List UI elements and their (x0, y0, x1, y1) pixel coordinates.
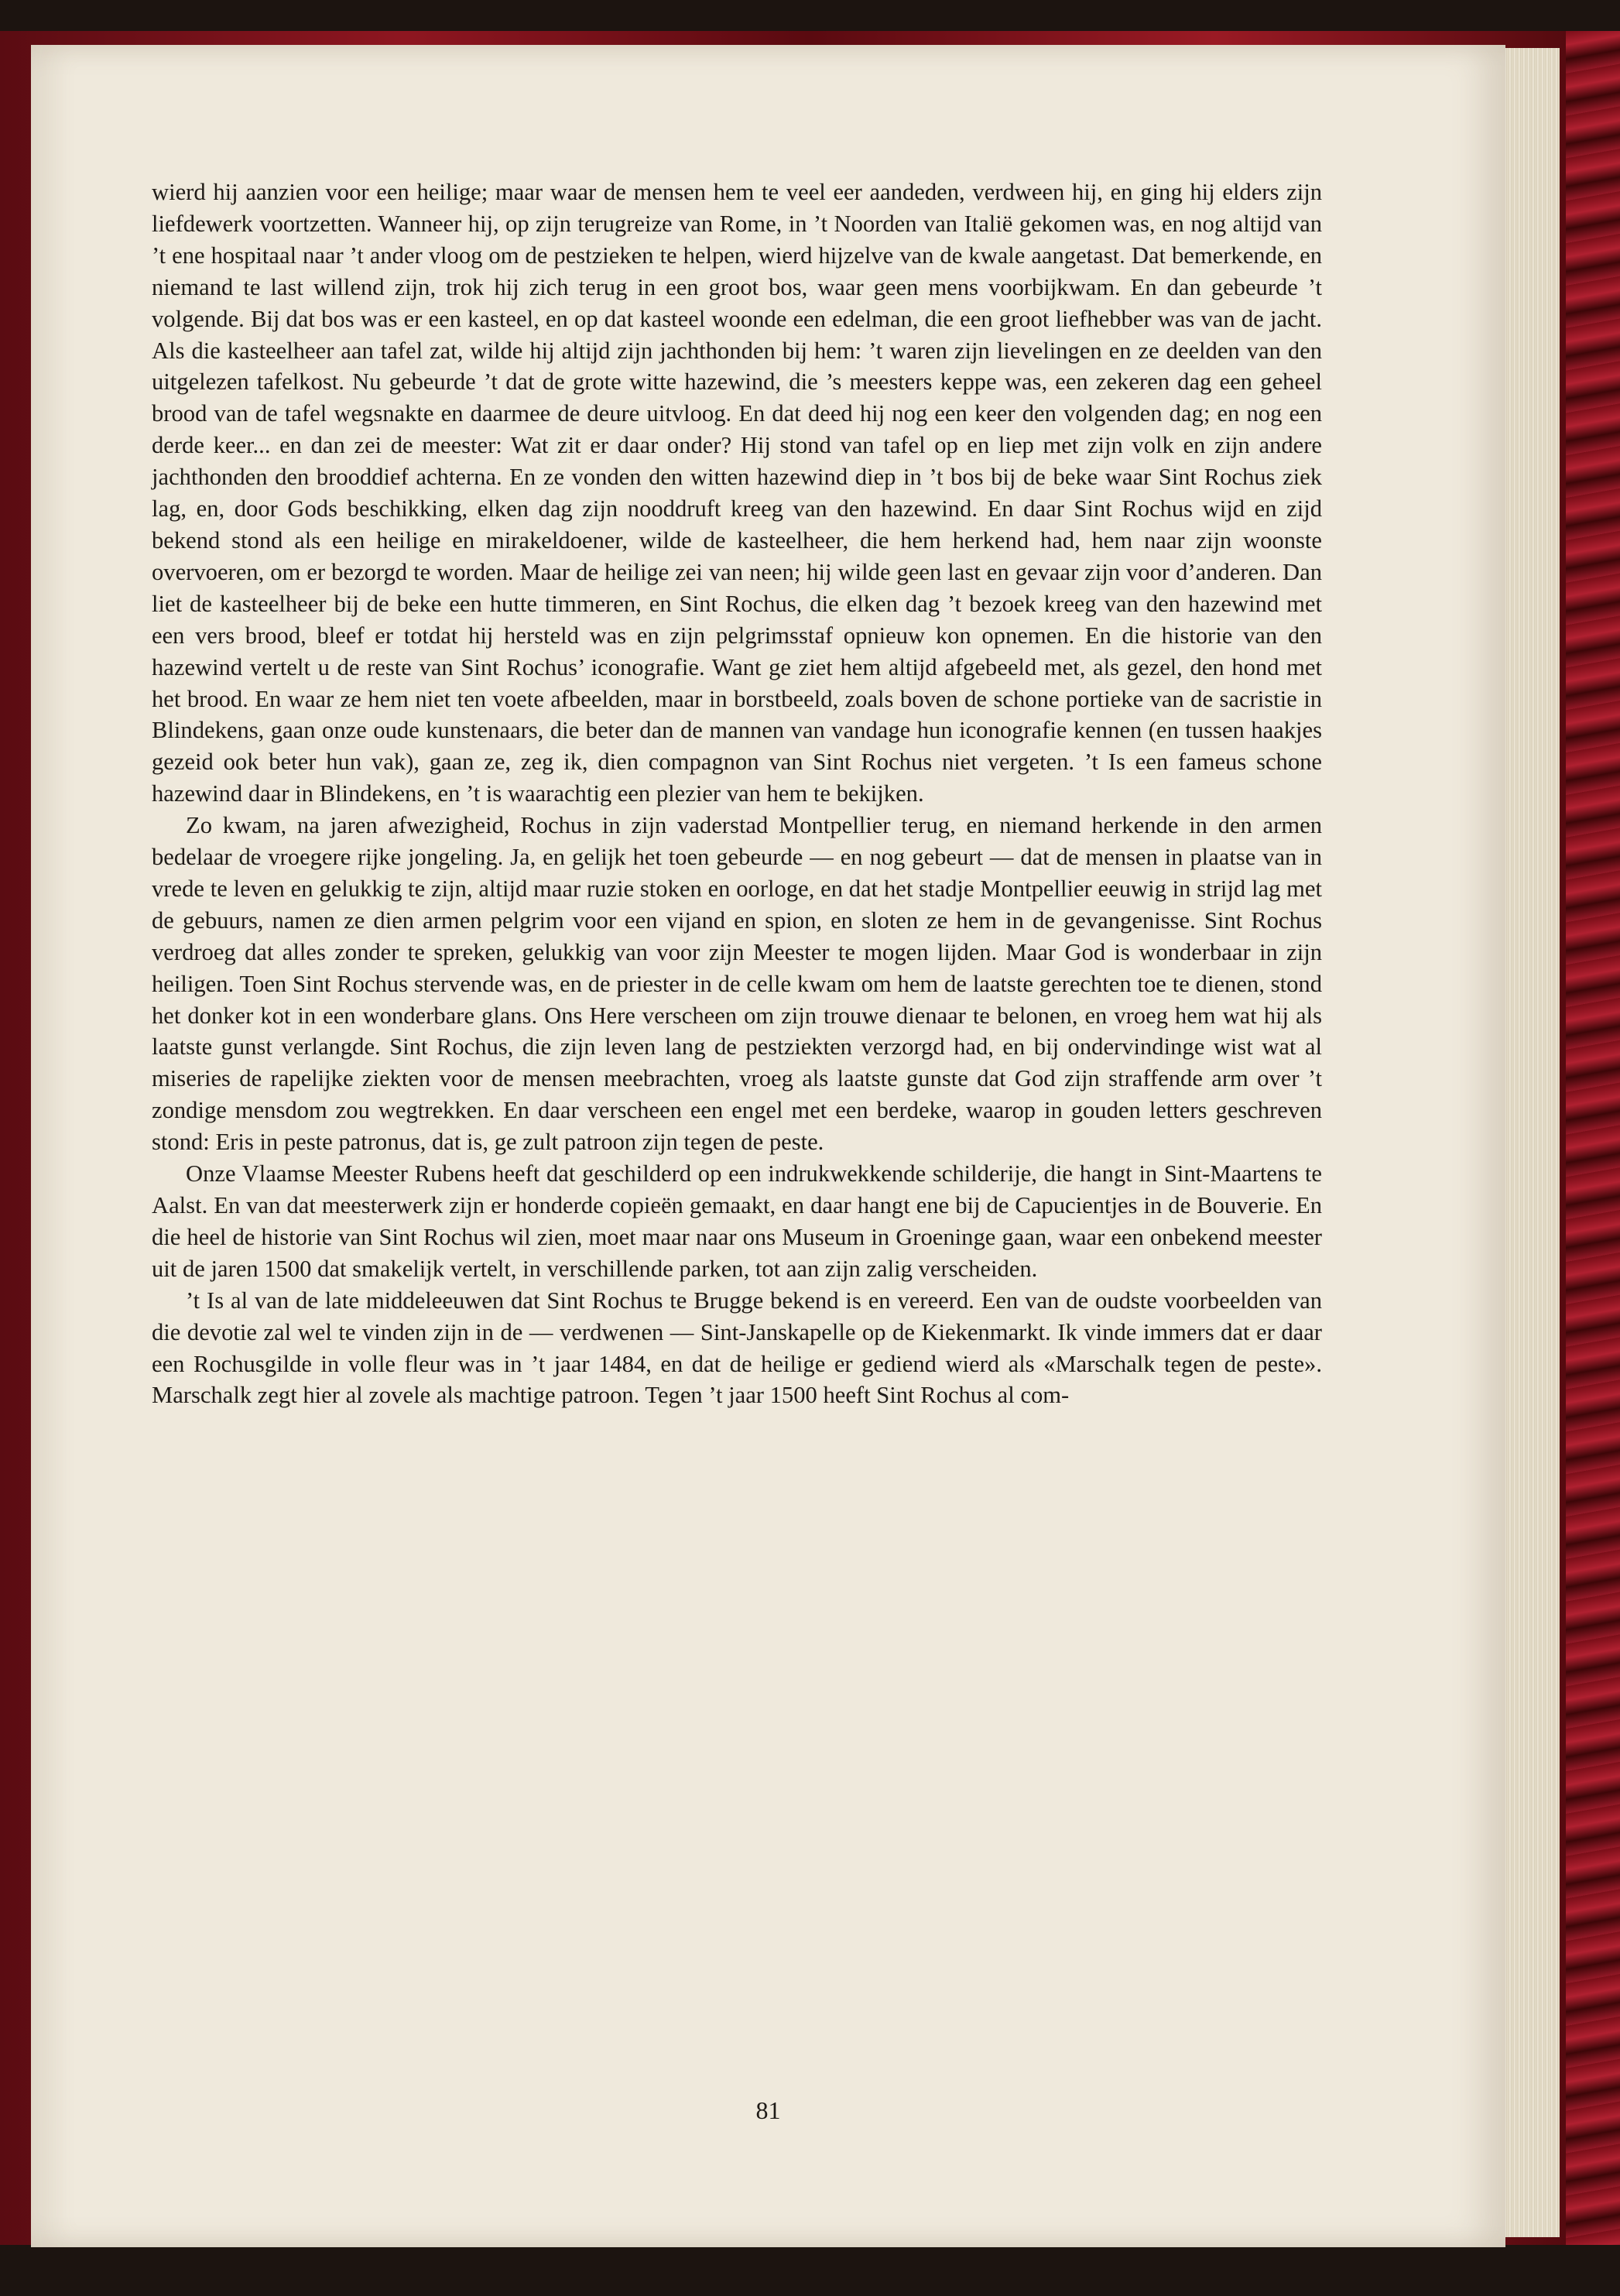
page-number: 81 (755, 2096, 781, 2124)
paragraph: ’t Is al van de late middeleeuwen dat Sint Rochus te Brugge bekend is en vereerd. Een van de oudste voorbeelden van die devotie zal wel te vinden zijn in de — verdwenen — Sint-Janskapelle op de Kiekenmarkt. Ik vinde immers dat er daar een Rochusgilde in volle fleur was in ’t jaar 1484, en dat de heilige er gediend wierd als «Marschalk tegen de peste». Marschalk zegt hier al zovele als machtige patroon. Tegen ’t jaar 1500 heeft Sint Rochus al com- (152, 1287, 1322, 1409)
book-page (31, 45, 1505, 2247)
body-text (152, 176, 1322, 1411)
paragraph: Zo kwam, na jaren afwezigheid, Rochus in zijn vaderstad Montpellier terug, en niemand herkende in den armen bedelaar de vroegere rijke jongeling. Ja, en gelijk het toen gebeurde — en nog gebeurt — dat de mensen in plaatse van in vrede te leven en gelukkig te zijn, altijd maar ruzie stoken en oorloge, en dat het stadje Montpellier eeuwig in strijd lag met de gebuurs, namen ze dien armen pelgrim voor een vijand en spion, en sloten ze hem in de gevangenisse. Sint Rochus verdroeg dat alles zonder te spreken, gelukkig van voor zijn Meester te mogen lijden. Maar God is wonderbaar in zijn heiligen. Toen Sint Rochus stervende was, en de priester in de celle kwam om hem de laatste gerechten toe te dienen, stond het donker kot in een wonderbare glans. Ons Here verscheen om zijn trouwe dienaar te belonen, en vroeg hem wat hij als laatste gunst verlangde. Sint Rochus, die zijn leven lang de pestziekten verzorgd had, en bij ondervindinge wist wat al miseries de rapelijke ziekten voor de mensen meebrachten, vroeg als laatste gunste dat God zijn straffende arm over ’t zondige mensdom zou wegtrekken. En daar verscheen een engel met een berdeke, waarop in gouden letters geschreven stond: Eris in peste patronus, dat is, ge zult patroon zijn tegen de peste. (152, 812, 1322, 1156)
paragraph: Onze Vlaamse Meester Rubens heeft dat geschilderd op een indrukwekkende schilderije, die hangt in Sint-Maartens te Aalst. En van dat meesterwerk zijn er honderde copieën gemaakt, en daar hangt ene bij de Capucientjes in de Bouverie. En die heel de historie van Sint Rochus wil zien, moet maar naar ons Museum in Groeninge gaan, waar een onbekend meester uit de jaren 1500 dat smakelijk vertelt, in verschillende parken, tot aan zijn zalig verscheiden. (152, 1160, 1322, 1282)
paragraph: wierd hij aanzien voor een heilige; maar waar de mensen hem te veel eer aandeden, verdween hij, en ging hij elders zijn liefdewerk voortzetten. Wanneer hij, op zijn terugreize van Rome, in ’t Noorden van Italië gekomen was, en nog altijd van ’t ene hospitaal naar ’t ander vloog om de pestzieken te helpen, wierd hijzelve van de kwale aangetast. Dat bemerkende, en niemand te last willend zijn, trok hij zich terug in een groot bos, waar geen mens voorbijkwam. En dan gebeurde ’t volgende. Bij dat bos was er een kasteel, en op dat kasteel woonde een edelman, die een groot liefhebber was van de jacht. Als die kasteelheer aan tafel zat, wilde hij altijd zijn jachthonden bij hem: ’t waren zijn lievelingen en ze deelden van den uitgelezen tafelkost. Nu gebeurde ’t dat de grote witte hazewind, die ’s meesters keppe was, een zekeren dag een geheel brood van de tafel wegsnakte en daarmee de deure uitvloog. En dat deed hij nog een keer den volgenden dag; en nog een derde keer... en dan zei de meester: Wat zit er daar onder? Hij stond van tafel op en liep met zijn volk en zijn andere jachthonden den brooddief achterna. En ze vonden den witten hazewind diep in ’t bos bij de beke waar Sint Rochus ziek lag, en, door Gods beschikking, elken dag zijn nooddruft kreeg van den hazewind. En daar Sint Rochus wijd en zijd bekend stond als een heilige en mirakeldoener, wilde de kasteelheer, die hem herkend had, hem naar zijn woonste overvoeren, om er bezorgd te worden. Maar de heilige zei van neen; hij wilde geen last en gevaar zijn voor d’anderen. Dan liet de kasteelheer bij de beke een hutte timmeren, en Sint Rochus, die elken dag ’t bezoek kreeg van den hazewind met een vers brood, bleef er totdat hij hersteld was en zijn pelgrimsstaf opnieuw kon opnemen. En die historie van den hazewind vertelt u de reste van Sint Rochus’ iconografie. Want ge ziet hem altijd afgebeeld met, als gezel, den hond met het brood. En waar ze hem niet ten voete afbeelden, maar in borstbeeld, zoals boven de schone portieke van de sacristie in Blindekens, gaan onze oude kunstenaars, die beter dan de mannen van vandage hun iconografie kennen (en tussen haakjes gezeid ook beter hun vak), gaan ze, zeg ik, dien compagnon van Sint Rochus niet vergeten. ’t Is een fameus schone hazewind daar in Blindekens, en ’t is waarachtig een plezier van hem te bekijken. (152, 179, 1322, 807)
marbled-cover-edge (1566, 31, 1620, 2245)
